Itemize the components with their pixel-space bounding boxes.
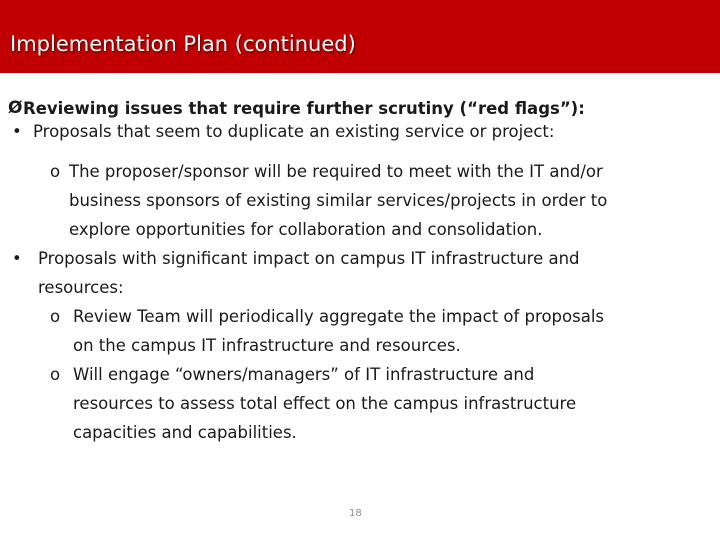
sub-item-2-2-line-3: capacities and capabilities.: [73, 423, 297, 442]
sub-item-2-2-line-2: resources to assess total effect on the campus infrastructure: [73, 394, 577, 413]
sub-item-1-1-line-1: The proposer/sponsor will be required to meet with the IT and/or: [69, 162, 603, 181]
sub-item-1-1-line-3: explore opportunities for collaboration and consolidation.: [69, 220, 543, 239]
sub-bullet-marker: o: [50, 365, 61, 384]
title-bar: [0, 0, 720, 73]
page-number: 18: [349, 508, 362, 519]
bullet-marker: •: [12, 249, 22, 268]
bullet-2-line-1: Proposals with significant impact on campus IT infrastructure and: [38, 249, 580, 268]
arrow-right-icon: Ø: [8, 98, 23, 118]
sub-bullet-marker: o: [50, 307, 61, 326]
bullet-1-line-1: Proposals that seem to duplicate an existing service or project:: [33, 122, 555, 141]
slide-title: Implementation Plan (continued): [10, 32, 356, 56]
sub-item-1-1-line-2: business sponsors of existing similar services/projects in order to: [69, 191, 608, 210]
sub-bullet-marker: o: [50, 162, 61, 181]
sub-item-2-2-line-1: Will engage “owners/managers” of IT infrastructure and: [73, 365, 535, 384]
bullet-2-line-2: resources:: [38, 278, 124, 297]
bullet-marker: •: [12, 122, 22, 141]
sub-item-2-1-line-1: Review Team will periodically aggregate the impact of proposals: [73, 307, 604, 326]
sub-item-2-1-line-2: on the campus IT infrastructure and resources.: [73, 336, 461, 355]
section-heading: Reviewing issues that require further scrutiny (“red flags”):: [23, 99, 585, 118]
